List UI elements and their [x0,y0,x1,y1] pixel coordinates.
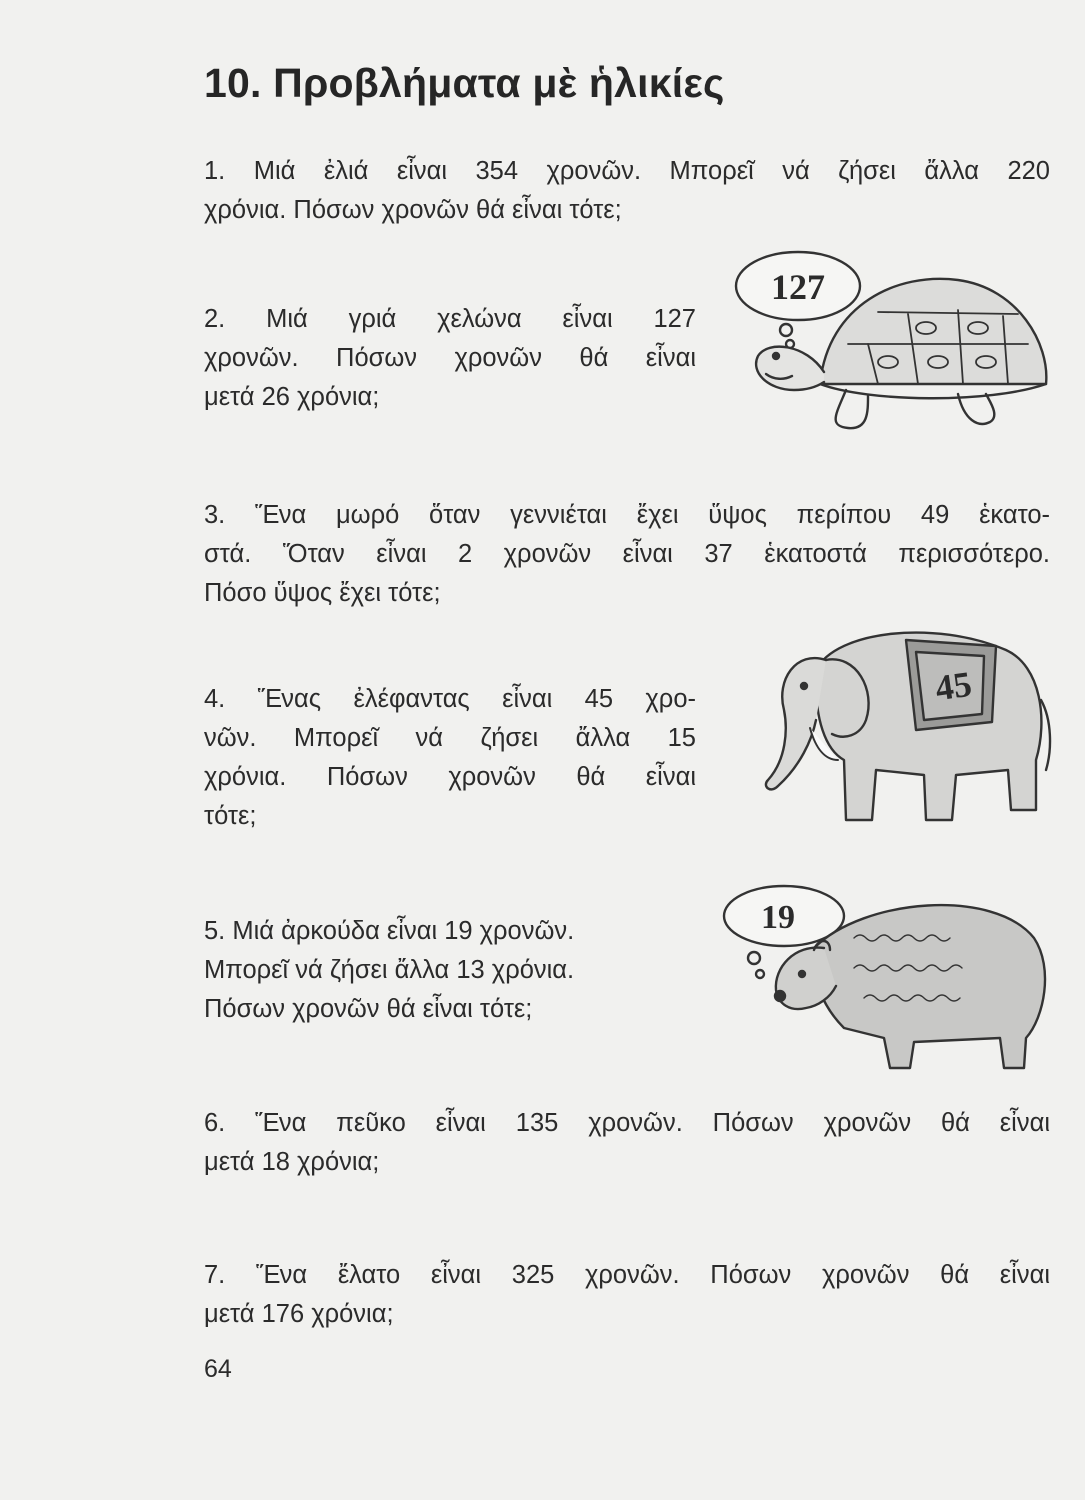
problem-5-line-3: Πόσων χρονῶν θά εἶναι τότε; [204,995,533,1023]
problem-5-line-1: 5. Μιά ἀρκούδα εἶναι 19 χρονῶν. [204,917,575,945]
problem-7 [204,1256,1050,1334]
page-number: 64 [204,1355,232,1383]
problem-5 [204,912,694,1029]
problem-3 [204,496,1050,613]
problem-4-line-1: 4. Ἕνας ἐλέφαντας εἶναι 45 χρο- [204,685,696,713]
problem-6-line-1: 6. Ἕνα πεῦκο εἶναι 135 χρονῶν. Πόσων χρονῶν θά εἶναι [204,1109,1050,1137]
elephant-head [766,658,826,789]
problem-1-line-1: 1. Μιά ἐλιά εἶναι 354 χρονῶν. Μπορεῖ νά ζήσει ἄλλα 220 [204,157,1050,185]
problem-3-line-3: Πόσο ὕψος ἔχει τότε; [204,579,441,607]
problem-2-line-3: μετά 26 χρόνια; [204,383,380,411]
problem-6 [204,1104,1050,1182]
problem-5-line-2: Μπορεῖ νά ζήσει ἄλλα 13 χρόνια. [204,956,575,984]
elephant-blanket-number: 45 [932,663,975,709]
problem-1 [204,152,1050,230]
problem-4-line-4: τότε; [204,802,257,830]
problem-2-line-1: 2. Μιά γριά χελώνα εἶναι 127 [204,305,696,333]
problem-7-line-2: μετά 176 χρόνια; [204,1300,394,1328]
turtle-head [756,347,824,390]
problem-3-line-1: 3. Ἕνα μωρό ὅταν γεννιέται ἔχει ὕψος περίπου 49 ἑκατο- [204,501,1050,529]
page-title: 10. Προβλήματα μὲ ἡλικίες [204,60,725,106]
bear-illustration [714,878,1064,1078]
problem-6-line-2: μετά 18 χρόνια; [204,1148,380,1176]
turtle-bubble-number: 127 [771,267,825,307]
bear-bubble-number: 19 [761,899,795,936]
problem-2-line-2: χρονῶν. Πόσων χρονῶν θά εἶναι [204,344,696,372]
problem-3-line-2: στά. Ὅταν εἶναι 2 χρονῶν εἶναι 37 ἑκατοστά περισσότερο. [204,540,1050,568]
problem-4 [204,680,696,836]
elephant-illustration [756,610,1056,850]
problem-4-line-3: χρόνια. Πόσων χρονῶν θά εἶναι [204,763,696,791]
problem-1-line-2: χρόνια. Πόσων χρονῶν θά εἶναι τότε; [204,196,622,224]
problem-7-line-1: 7. Ἕνα ἔλατο εἶναι 325 χρονῶν. Πόσων χρονῶν θά εἶναι [204,1261,1050,1289]
bear-body [813,905,1045,1068]
problem-4-line-2: νῶν. Μπορεῖ νά ζήσει ἄλλα 15 [204,724,696,752]
problem-2 [204,300,696,417]
turtle-illustration [728,244,1058,444]
